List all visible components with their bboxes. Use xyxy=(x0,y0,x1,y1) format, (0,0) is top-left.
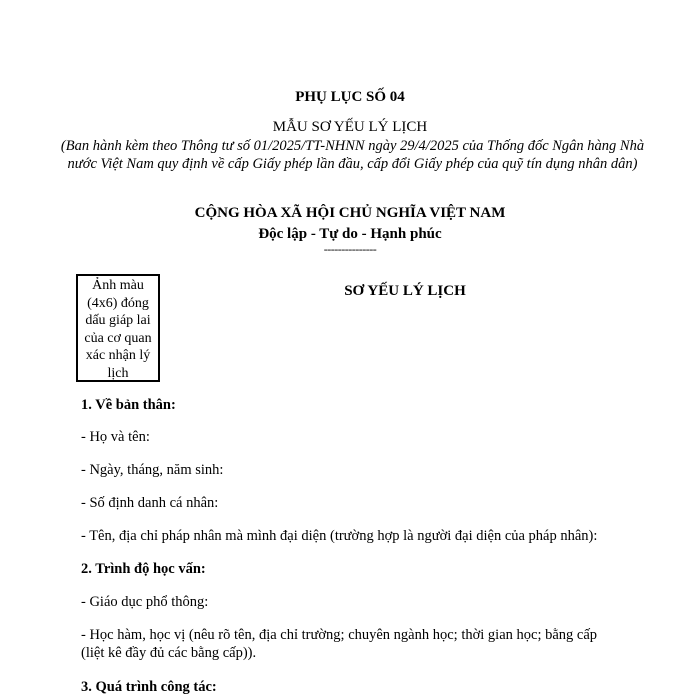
field-birth-date: - Ngày, tháng, năm sinh: xyxy=(81,462,224,478)
national-title: CỘNG HÒA XÃ HỘI CHỦ NGHĨA VIỆT NAM xyxy=(194,205,506,221)
document-title: SƠ YẾU LÝ LỊCH xyxy=(344,283,466,299)
photo-placeholder-box xyxy=(76,274,160,382)
field-general-education: - Giáo dục phổ thông: xyxy=(81,594,209,610)
appendix-heading: PHỤ LỤC SỐ 04 xyxy=(295,89,405,105)
field-legal-entity: - Tên, địa chỉ pháp nhân mà mình đại diện (trường hợp là người đại diện của pháp nhân): xyxy=(81,528,598,544)
section-3-title: 3. Quá trình công tác: xyxy=(81,679,217,695)
section-2-title: 2. Trình độ học vấn: xyxy=(81,561,206,577)
motto-divider: --------------- xyxy=(323,242,377,256)
section-1-title: 1. Về bản thân: xyxy=(81,397,176,413)
photo-placeholder-text: Ảnh màu (4x6) đóng dấu giáp lai của cơ quan xác nhận lý lịch xyxy=(84,278,152,381)
field-id-number: - Số định danh cá nhân: xyxy=(81,495,219,511)
field-full-name: - Họ và tên: xyxy=(81,429,150,445)
field-degrees: - Học hàm, học vị (nêu rõ tên, địa chỉ trường; chuyên ngành học; thời gian học; bằng cấp (liệt kê đầy đủ các bằng cấp)). xyxy=(81,627,598,661)
issued-note: (Ban hành kèm theo Thông tư số 01/2025/TT-NHNN ngày 29/4/2025 của Thống đốc Ngân hàng Nhà nước Việt Nam quy định về cấp Giấy phép lần đầu, cấp đổi Giấy phép của quỹ tín dụng nhân dân) xyxy=(60,138,645,172)
national-motto: Độc lập - Tự do - Hạnh phúc xyxy=(258,226,442,242)
form-title: MẪU SƠ YẾU LÝ LỊCH xyxy=(272,119,428,135)
